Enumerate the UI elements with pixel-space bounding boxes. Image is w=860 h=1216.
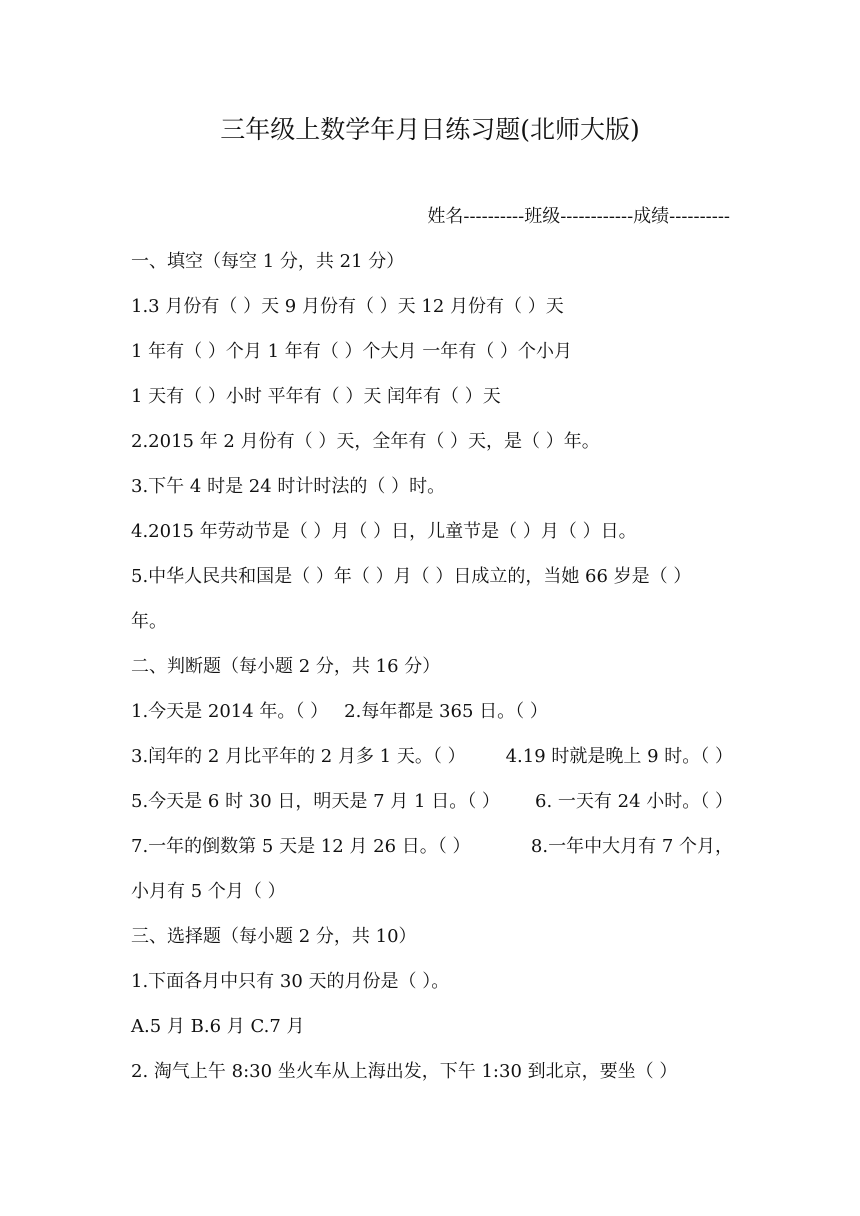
judgement-item: 1.今天是 2014 年。（ ） [131,701,329,722]
document-title: 三年级上数学年月日练习题(北师大版) [220,115,640,144]
judgement-item: 5.今天是 6 时 30 日，明天是 7 月 1 日。（ ） [131,791,500,812]
choice-question: 2. 淘气上午 8:30 坐火车从上海出发，下午 1:30 到北京，要坐（ ） [131,1061,678,1082]
judgement-row [131,784,733,829]
section1-heading: 一、填空（每空 1 分，共 21 分） [131,251,405,272]
fill-blank-line: 1 年有（ ）个月 1 年有（ ）个大月 一年有（ ）个小月 [131,341,572,362]
fill-blank-line: 1.3 月份有（ ）天 9 月份有（ ）天 12 月份有（ ）天 [131,296,564,317]
choice-options: A.5 月 B.6 月 C.7 月 [131,1016,305,1037]
judgement-row [131,739,733,784]
fill-blank-line: 2.2015 年 2 月份有（ ）天，全年有（ ）天，是（ ）年。 [131,431,600,452]
judgement-continuation: 小月有 5 个月（ ） [131,881,286,902]
fill-blank-line: 4.2015 年劳动节是（ ）月（ ）日，儿童节是（ ）月（ ）日。 [131,521,637,542]
judgement-item: 7.一年的倒数第 5 天是 12 月 26 日。（ ） [131,836,471,857]
student-info-line: 姓名----------班级------------成绩---------- [427,206,730,227]
judgement-item: 2.每年都是 365 日。（ ） [344,701,548,722]
judgement-item: 4.19 时就是晚上 9 时。（ ） [505,746,733,767]
fill-blank-line: 3.下午 4 时是 24 时计时法的（ ）时。 [131,476,446,497]
judgement-row [131,829,733,874]
fill-blank-line: 1 天有（ ）小时 平年有（ ）天 闰年有（ ）天 [131,386,501,407]
section3-heading: 三、选择题（每小题 2 分，共 10） [131,926,417,947]
section2-heading: 二、判断题（每小题 2 分，共 16 分） [131,656,441,677]
choice-question: 1.下面各月中只有 30 天的月份是（ ）。 [131,971,450,992]
exercise-content [131,244,733,1099]
judgement-item: 6. 一天有 24 小时。（ ） [535,791,733,812]
fill-blank-line: 年。 [131,611,167,632]
judgement-item: 8.一年中大月有 7 个月， [530,836,733,857]
judgement-item: 3.闰年的 2 月比平年的 2 月多 1 天。（ ） [131,746,466,767]
fill-blank-line: 5.中华人民共和国是（ ）年（ ）月（ ）日成立的，当她 66 岁是（ ） [131,566,692,587]
judgement-row [131,694,733,739]
